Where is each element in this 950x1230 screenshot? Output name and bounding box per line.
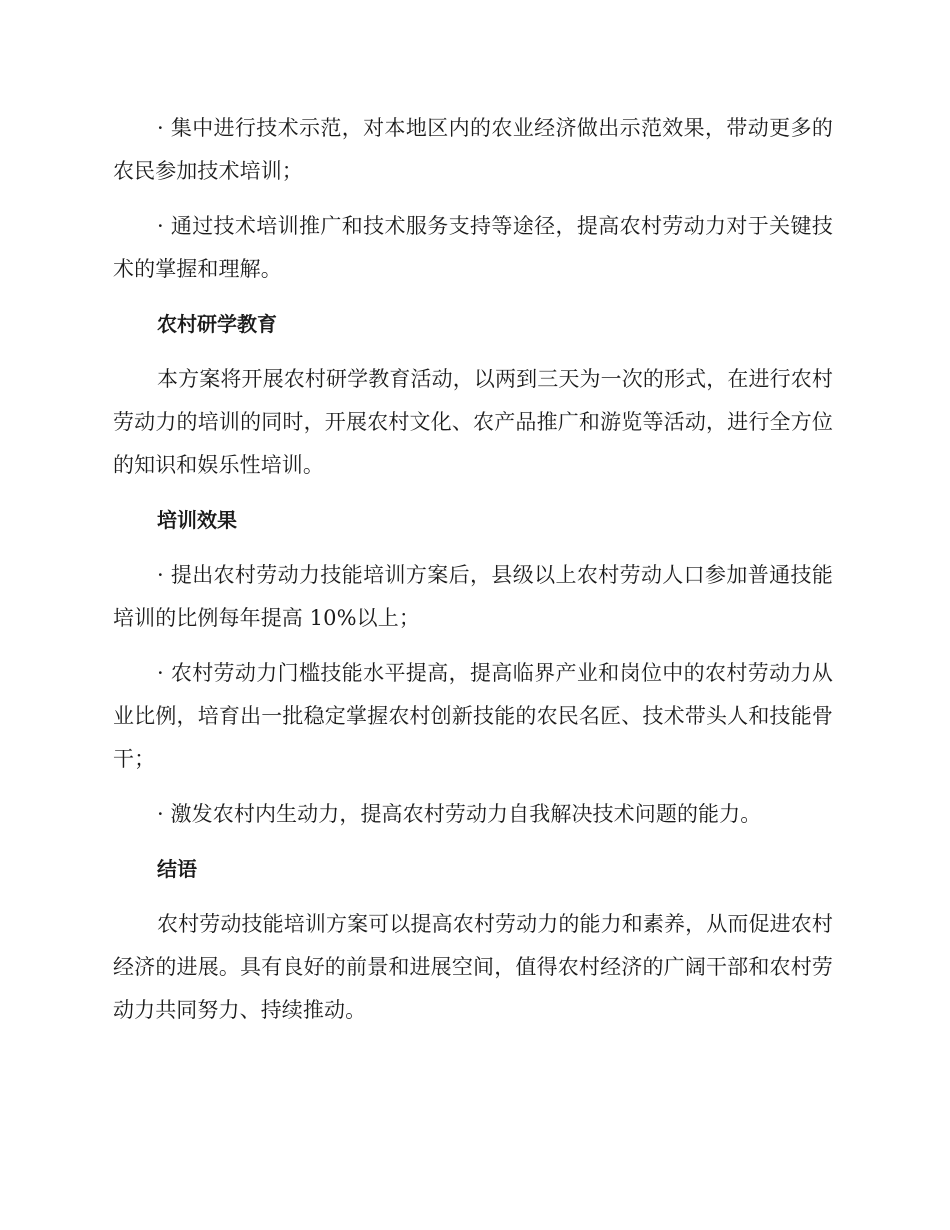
heading-conclusion: 结语 [157, 857, 197, 881]
bullet-effect-participation: · 提出农村劳动力技能培训方案后，县级以上农村劳动人口参加普通技能培训的比例每年提高 10%以上； [113, 563, 833, 630]
bullet-tech-training: · 通过技术培训推广和技术服务支持等途径，提高农村劳动力对于关键技术的掌握和理解。 [113, 214, 833, 281]
heading-training-effect: 培训效果 [157, 508, 237, 532]
paragraph-conclusion: 农村劳动技能培训方案可以提高农村劳动力的能力和素养，从而促进农村经济的进展。具有良好的前景和进展空间，值得农村经济的广阔干部和农村劳动力共同努力、持续推动。 [113, 912, 833, 1022]
bullet-effect-skill-level: · 农村劳动力门槛技能水平提高，提高临界产业和岗位中的农村劳动力从业比例，培育出一批稳定掌握农村创新技能的农民名匠、技术带头人和技能骨干； [113, 661, 833, 771]
bullet-effect-motivation: · 激发农村内生动力，提高农村劳动力自我解决技术问题的能力。 [157, 802, 762, 826]
paragraph-rural-study-education: 本方案将开展农村研学教育活动，以两到三天为一次的形式，在进行农村劳动力的培训的同时，开展农村文化、农产品推广和游览等活动，进行全方位的知识和娱乐性培训。 [113, 367, 833, 477]
document-page [113, 107, 833, 1044]
heading-rural-study-education: 农村研学教育 [157, 312, 277, 336]
bullet-tech-demo: · 集中进行技术示范，对本地区内的农业经济做出示范效果，带动更多的农民参加技术培训； [113, 116, 833, 183]
